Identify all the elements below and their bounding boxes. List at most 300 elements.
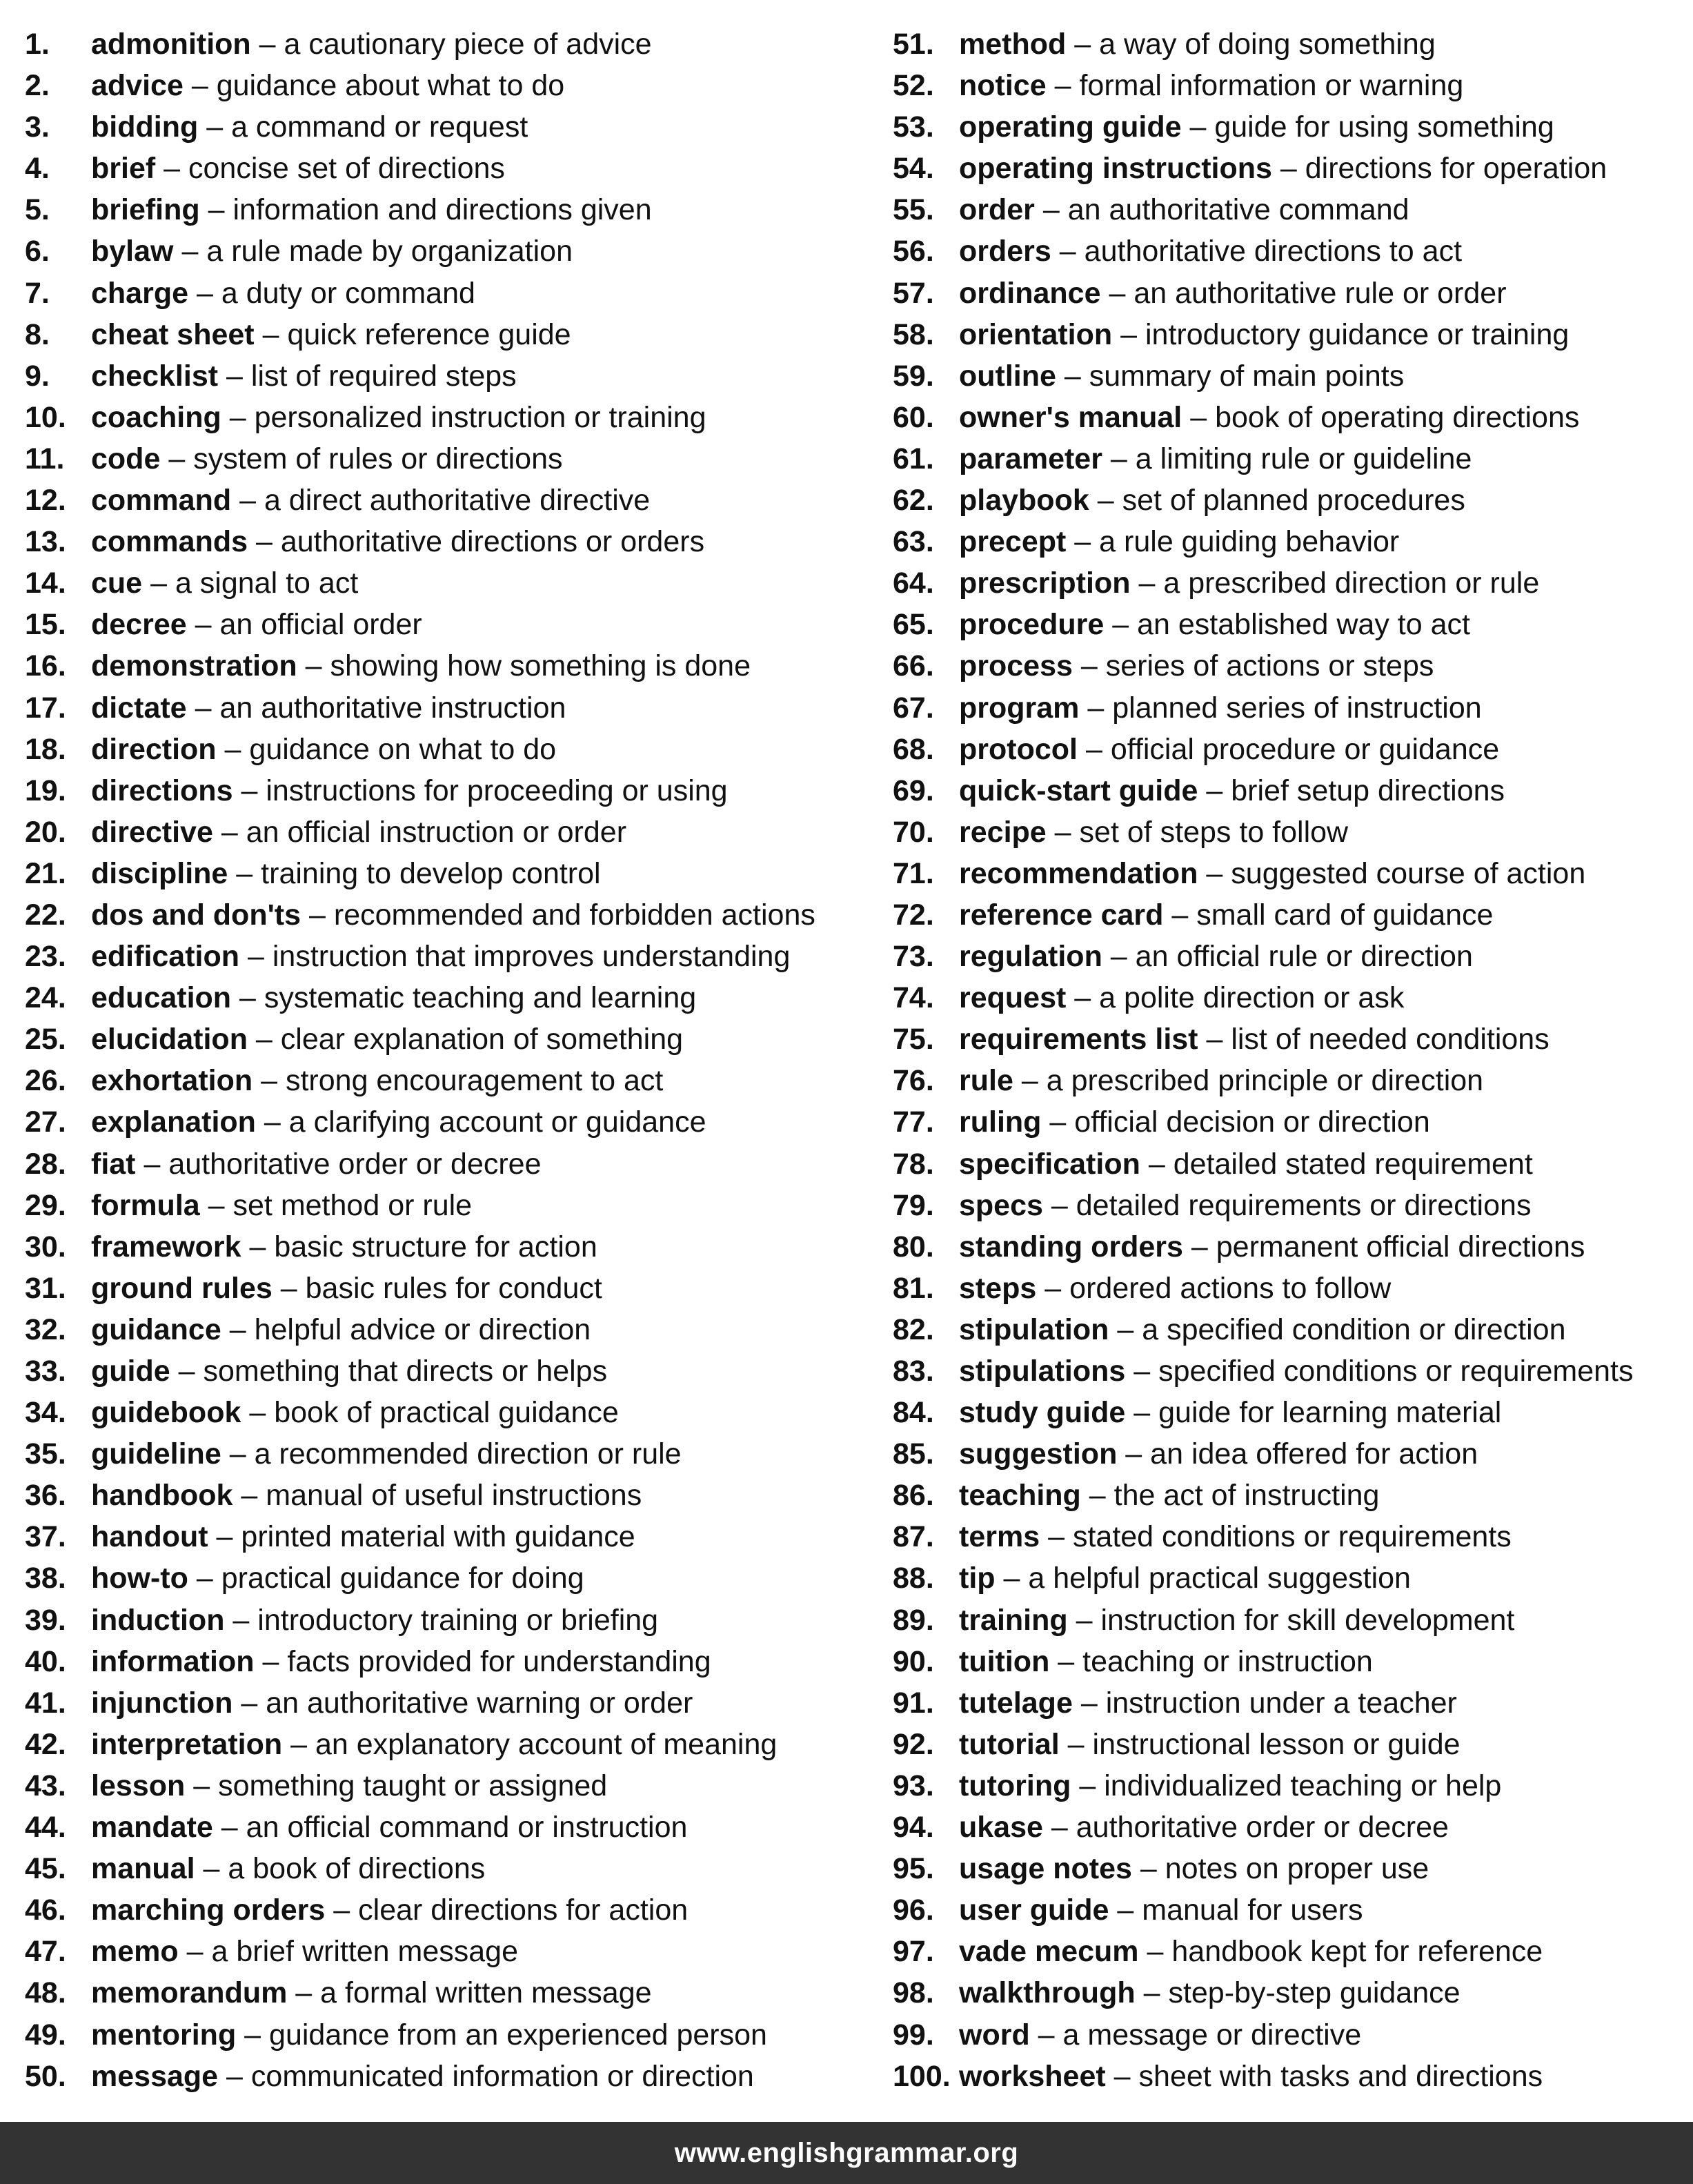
item-number: 40.: [25, 1644, 66, 1678]
list-item: [25, 1557, 880, 1599]
item-term: procedure: [959, 608, 1105, 642]
item-term: memo: [91, 1935, 179, 1969]
item-separator: –: [255, 1023, 273, 1056]
item-term: manual: [91, 1852, 195, 1886]
item-number: 25.: [25, 1023, 66, 1056]
item-definition: introductory guidance or training: [1145, 317, 1570, 351]
item-definition: official decision or direction: [1074, 1105, 1430, 1139]
item-number: 85.: [893, 1437, 934, 1471]
list-item: [25, 770, 880, 811]
item-number: 5.: [25, 193, 50, 227]
item-separator: –: [1206, 856, 1223, 890]
item-definition: concise set of directions: [188, 152, 505, 186]
item-definition: an authoritative command: [1067, 193, 1409, 227]
item-term: formula: [91, 1188, 200, 1222]
list-item: [25, 148, 880, 189]
item-number: 31.: [25, 1271, 66, 1305]
item-term: tutelage: [959, 1686, 1073, 1720]
item-definition: an official instruction or order: [246, 815, 627, 849]
item-number: 54.: [893, 152, 934, 186]
item-number: 1.: [25, 28, 50, 61]
item-definition: set of steps to follow: [1079, 815, 1349, 849]
item-definition: summary of main points: [1089, 359, 1405, 393]
item-term: tutorial: [959, 1727, 1060, 1761]
item-separator: –: [1125, 1437, 1142, 1471]
item-number: 44.: [25, 1811, 66, 1844]
item-number: 60.: [893, 400, 934, 434]
item-definition: introductory training or briefing: [257, 1603, 659, 1637]
item-term: guide: [91, 1355, 170, 1388]
item-definition: an authoritative instruction: [219, 691, 566, 725]
item-definition: a rule guiding behavior: [1099, 525, 1400, 559]
list-item: [893, 355, 1686, 397]
item-separator: –: [255, 525, 273, 559]
list-item: [25, 355, 880, 397]
list-item: [25, 1848, 880, 1889]
item-definition: basic structure for action: [274, 1230, 597, 1263]
item-separator: –: [1189, 110, 1207, 144]
item-number: 77.: [893, 1105, 934, 1139]
item-separator: –: [241, 1479, 258, 1513]
item-definition: practical guidance for doing: [221, 1562, 584, 1595]
item-term: elucidation: [91, 1023, 248, 1056]
item-separator: –: [305, 649, 322, 683]
item-number: 66.: [893, 649, 934, 683]
list-item: [25, 1682, 880, 1724]
item-separator: –: [1117, 1312, 1134, 1346]
item-term: admonition: [91, 28, 251, 61]
item-definition: a cautionary piece of advice: [284, 28, 652, 61]
item-number: 26.: [25, 1064, 66, 1098]
item-term: discipline: [91, 856, 228, 890]
item-separator: –: [259, 28, 276, 61]
item-number: 51.: [893, 28, 934, 61]
item-number: 19.: [25, 774, 66, 807]
item-definition: step-by-step guidance: [1168, 1976, 1461, 2010]
list-item: [893, 1931, 1686, 1972]
item-separator: –: [249, 1230, 266, 1263]
item-number: 71.: [893, 856, 934, 890]
item-separator: –: [1067, 1727, 1085, 1761]
list-item: [893, 23, 1686, 65]
item-number: 37.: [25, 1520, 66, 1554]
item-term: framework: [91, 1230, 241, 1263]
list-item: [893, 1475, 1686, 1516]
item-definition: set of planned procedures: [1122, 484, 1465, 518]
list-item: [25, 1516, 880, 1557]
item-term: walkthrough: [959, 1976, 1136, 2010]
item-number: 11.: [25, 442, 65, 475]
item-separator: –: [1133, 1396, 1151, 1430]
item-separator: –: [221, 815, 238, 849]
item-separator: –: [1109, 276, 1126, 310]
item-separator: –: [195, 608, 212, 642]
item-separator: –: [1140, 1852, 1157, 1886]
list-item: [893, 645, 1686, 687]
list-item: [25, 106, 880, 148]
item-term: tutoring: [959, 1769, 1071, 1802]
item-term: operating guide: [959, 110, 1182, 144]
item-term: ukase: [959, 1811, 1043, 1844]
item-number: 61.: [893, 442, 934, 475]
list-item: [893, 1848, 1686, 1889]
item-definition: a duty or command: [221, 276, 475, 310]
item-number: 48.: [25, 1976, 66, 2010]
item-definition: a message or directive: [1062, 2018, 1362, 2052]
list-item: [25, 853, 880, 894]
item-separator: –: [1079, 1769, 1096, 1802]
item-number: 75.: [893, 1023, 934, 1056]
item-number: 59.: [893, 359, 934, 393]
item-separator: –: [196, 1562, 213, 1595]
item-number: 69.: [893, 774, 934, 807]
item-term: reference card: [959, 898, 1164, 932]
item-definition: guidance on what to do: [249, 732, 557, 766]
item-separator: –: [1190, 400, 1207, 434]
item-separator: –: [1280, 152, 1297, 186]
list-item: [25, 521, 880, 562]
item-number: 22.: [25, 898, 66, 932]
item-number: 88.: [893, 1562, 934, 1595]
item-separator: –: [229, 1312, 246, 1346]
item-term: directive: [91, 815, 213, 849]
item-separator: –: [249, 1396, 266, 1430]
list-item: [893, 1309, 1686, 1350]
item-separator: –: [1038, 2018, 1055, 2052]
item-number: 6.: [25, 235, 50, 268]
list-item: [893, 936, 1686, 977]
item-term: mentoring: [91, 2018, 237, 2052]
list-item: [25, 604, 880, 645]
list-item: [893, 2056, 1686, 2097]
item-definition: a polite direction or ask: [1099, 981, 1405, 1015]
item-number: 21.: [25, 856, 66, 890]
item-definition: a specified condition or direction: [1142, 1312, 1566, 1346]
item-definition: systematic teaching and learning: [264, 981, 697, 1015]
item-separator: –: [164, 152, 181, 186]
item-separator: –: [181, 235, 199, 268]
item-definition: guidance from an experienced person: [269, 2018, 767, 2052]
item-term: code: [91, 442, 161, 475]
item-number: 12.: [25, 484, 66, 518]
item-definition: helpful advice or direction: [254, 1312, 591, 1346]
item-separator: –: [1206, 774, 1223, 807]
list-item: [893, 1268, 1686, 1309]
item-definition: book of operating directions: [1215, 400, 1580, 434]
item-term: mandate: [91, 1811, 213, 1844]
list-item: [893, 1641, 1686, 1682]
item-number: 55.: [893, 193, 934, 227]
list-item: [893, 1765, 1686, 1807]
item-definition: official procedure or guidance: [1110, 732, 1500, 766]
list-item: [25, 729, 880, 770]
list-item: [25, 189, 880, 230]
item-definition: handbook kept for reference: [1171, 1935, 1543, 1969]
item-separator: –: [239, 981, 256, 1015]
item-term: vade mecum: [959, 1935, 1139, 1969]
item-separator: –: [1074, 28, 1091, 61]
list-item: [893, 1185, 1686, 1226]
item-separator: –: [295, 1976, 313, 2010]
item-definition: an official command or instruction: [246, 1811, 688, 1844]
item-number: 89.: [893, 1603, 934, 1637]
item-term: request: [959, 981, 1067, 1015]
list-item: [893, 1392, 1686, 1433]
item-number: 91.: [893, 1686, 934, 1720]
item-separator: –: [261, 1064, 278, 1098]
list-item: [893, 521, 1686, 562]
item-term: decree: [91, 608, 187, 642]
item-definition: notes on proper use: [1165, 1852, 1429, 1886]
item-number: 67.: [893, 691, 934, 725]
list-item: [25, 1889, 880, 1931]
list-item: [25, 1807, 880, 1848]
item-definition: something taught or assigned: [218, 1769, 608, 1802]
item-definition: authoritative directions or orders: [280, 525, 705, 559]
list-item: [893, 273, 1686, 314]
item-definition: a prescribed direction or rule: [1163, 567, 1540, 600]
item-number: 64.: [893, 567, 934, 600]
item-number: 30.: [25, 1230, 66, 1263]
item-separator: –: [196, 276, 213, 310]
item-number: 95.: [893, 1852, 934, 1886]
list-item: [893, 106, 1686, 148]
item-separator: –: [168, 442, 186, 475]
item-separator: –: [1021, 1064, 1038, 1098]
item-separator: –: [1138, 567, 1156, 600]
item-definition: authoritative order or decree: [1076, 1811, 1449, 1844]
item-term: teaching: [959, 1479, 1081, 1513]
item-term: outline: [959, 359, 1056, 393]
item-number: 65.: [893, 608, 934, 642]
item-separator: –: [1058, 1644, 1075, 1678]
list-item: [25, 438, 880, 480]
item-term: bidding: [91, 110, 199, 144]
item-definition: teaching or instruction: [1082, 1644, 1373, 1678]
item-number: 80.: [893, 1230, 934, 1263]
item-number: 16.: [25, 649, 66, 683]
item-separator: –: [290, 1727, 308, 1761]
item-definition: information and directions given: [232, 193, 652, 227]
item-definition: authoritative order or decree: [168, 1147, 542, 1181]
list-item: [25, 936, 880, 977]
item-definition: guide for using something: [1214, 110, 1554, 144]
list-item: [893, 1682, 1686, 1724]
item-definition: small card of guidance: [1196, 898, 1494, 932]
item-separator: –: [195, 691, 212, 725]
item-separator: –: [1191, 1230, 1208, 1263]
list-item: [25, 811, 880, 853]
item-definition: planned series of instruction: [1112, 691, 1482, 725]
item-separator: –: [1074, 525, 1091, 559]
item-definition: a limiting rule or guideline: [1135, 442, 1472, 475]
item-definition: the act of instructing: [1113, 1479, 1380, 1513]
item-separator: –: [229, 1437, 246, 1471]
item-separator: –: [206, 110, 224, 144]
item-term: method: [959, 28, 1067, 61]
item-term: program: [959, 691, 1080, 725]
item-number: 47.: [25, 1935, 66, 1969]
item-number: 27.: [25, 1105, 66, 1139]
item-number: 96.: [893, 1893, 934, 1927]
item-number: 4.: [25, 152, 50, 186]
item-term: commands: [91, 525, 248, 559]
item-separator: –: [1054, 69, 1071, 103]
item-separator: –: [1206, 1023, 1223, 1056]
item-definition: a signal to act: [175, 567, 359, 600]
item-number: 17.: [25, 691, 66, 725]
item-number: 38.: [25, 1562, 66, 1595]
item-term: order: [959, 193, 1035, 227]
item-definition: instruction under a teacher: [1105, 1686, 1457, 1720]
list-item: [25, 314, 880, 355]
item-term: directions: [91, 774, 233, 807]
item-definition: a prescribed principle or direction: [1046, 1064, 1484, 1098]
item-term: ordinance: [959, 276, 1101, 310]
item-number: 56.: [893, 235, 934, 268]
item-term: ruling: [959, 1105, 1042, 1139]
item-definition: clear directions for action: [358, 1893, 689, 1927]
item-separator: –: [191, 69, 208, 103]
item-number: 35.: [25, 1437, 66, 1471]
item-term: fiat: [91, 1147, 136, 1181]
item-number: 73.: [893, 940, 934, 974]
word-list: [25, 23, 1674, 2093]
item-number: 92.: [893, 1727, 934, 1761]
list-item: [25, 397, 880, 438]
item-definition: ordered actions to follow: [1069, 1271, 1392, 1305]
list-item: [25, 687, 880, 729]
list-item: [893, 977, 1686, 1019]
list-item: [893, 1807, 1686, 1848]
item-definition: instructional lesson or guide: [1092, 1727, 1461, 1761]
item-term: requirements list: [959, 1023, 1198, 1056]
footer-url[interactable]: www.englishgrammar.org: [674, 2137, 1019, 2168]
item-number: 53.: [893, 110, 934, 144]
list-item: [893, 1433, 1686, 1475]
item-number: 90.: [893, 1644, 934, 1678]
item-number: 87.: [893, 1520, 934, 1554]
item-separator: –: [247, 940, 264, 974]
item-number: 34.: [25, 1396, 66, 1430]
item-separator: –: [1085, 732, 1102, 766]
item-term: message: [91, 2059, 219, 2093]
item-definition: printed material with guidance: [241, 1520, 635, 1554]
item-definition: basic rules for conduct: [305, 1271, 602, 1305]
item-number: 74.: [893, 981, 934, 1015]
list-item: [893, 230, 1686, 272]
item-number: 33.: [25, 1355, 66, 1388]
item-separator: –: [229, 400, 246, 434]
item-definition: stated conditions or requirements: [1072, 1520, 1512, 1554]
list-item: [25, 894, 880, 936]
list-item: [893, 811, 1686, 853]
item-definition: clear explanation of something: [280, 1023, 684, 1056]
item-number: 93.: [893, 1769, 934, 1802]
item-term: recipe: [959, 815, 1047, 849]
item-term: handbook: [91, 1479, 233, 1513]
item-definition: instructions for proceeding or using: [266, 774, 728, 807]
list-item: [25, 480, 880, 521]
item-separator: –: [150, 567, 167, 600]
item-number: 86.: [893, 1479, 934, 1513]
item-definition: detailed stated requirement: [1173, 1147, 1533, 1181]
item-number: 43.: [25, 1769, 66, 1802]
item-separator: –: [1049, 1105, 1067, 1139]
item-number: 20.: [25, 815, 66, 849]
item-separator: –: [1076, 1603, 1093, 1637]
item-number: 97.: [893, 1935, 934, 1969]
item-number: 83.: [893, 1355, 934, 1388]
item-number: 46.: [25, 1893, 66, 1927]
item-separator: –: [1051, 1188, 1068, 1222]
list-item: [25, 645, 880, 687]
item-number: 10.: [25, 400, 66, 434]
item-definition: an official order: [219, 608, 422, 642]
list-item: [893, 770, 1686, 811]
item-separator: –: [208, 1188, 225, 1222]
item-separator: –: [226, 2059, 243, 2093]
list-item: [893, 1724, 1686, 1765]
item-term: charge: [91, 276, 189, 310]
item-number: 18.: [25, 732, 66, 766]
item-term: exhortation: [91, 1064, 253, 1098]
item-number: 45.: [25, 1852, 66, 1886]
item-term: rule: [959, 1064, 1013, 1098]
item-definition: an explanatory account of meaning: [315, 1727, 778, 1761]
item-term: user guide: [959, 1893, 1109, 1927]
list-item: [25, 1765, 880, 1807]
item-number: 39.: [25, 1603, 66, 1637]
item-definition: showing how something is done: [330, 649, 751, 683]
item-separator: –: [226, 359, 243, 393]
list-item: [893, 1143, 1686, 1185]
item-definition: a formal written message: [320, 1976, 652, 2010]
list-item: [893, 397, 1686, 438]
item-definition: an authoritative rule or order: [1133, 276, 1507, 310]
left-column: [25, 23, 880, 2097]
item-number: 100.: [893, 2059, 951, 2093]
item-term: education: [91, 981, 232, 1015]
item-definition: instruction for skill development: [1100, 1603, 1515, 1637]
item-number: 2.: [25, 69, 50, 103]
list-item: [893, 562, 1686, 604]
item-term: stipulations: [959, 1355, 1126, 1388]
item-definition: formal information or warning: [1079, 69, 1464, 103]
list-item: [893, 687, 1686, 729]
item-number: 32.: [25, 1312, 66, 1346]
item-separator: –: [1110, 940, 1127, 974]
item-definition: a way of doing something: [1099, 28, 1436, 61]
item-separator: –: [1112, 608, 1129, 642]
item-number: 41.: [25, 1686, 66, 1720]
item-term: precept: [959, 525, 1067, 559]
list-item: [25, 1226, 880, 1268]
item-number: 7.: [25, 276, 50, 310]
item-separator: –: [236, 856, 253, 890]
item-definition: series of actions or steps: [1105, 649, 1434, 683]
item-term: regulation: [959, 940, 1102, 974]
list-item: [893, 438, 1686, 480]
item-separator: –: [333, 1893, 350, 1927]
item-definition: book of practical guidance: [274, 1396, 619, 1430]
item-separator: –: [1171, 898, 1189, 932]
item-number: 94.: [893, 1811, 934, 1844]
list-item: [893, 65, 1686, 106]
item-definition: an official rule or direction: [1135, 940, 1473, 974]
item-separator: –: [1148, 1147, 1165, 1181]
item-term: interpretation: [91, 1727, 283, 1761]
